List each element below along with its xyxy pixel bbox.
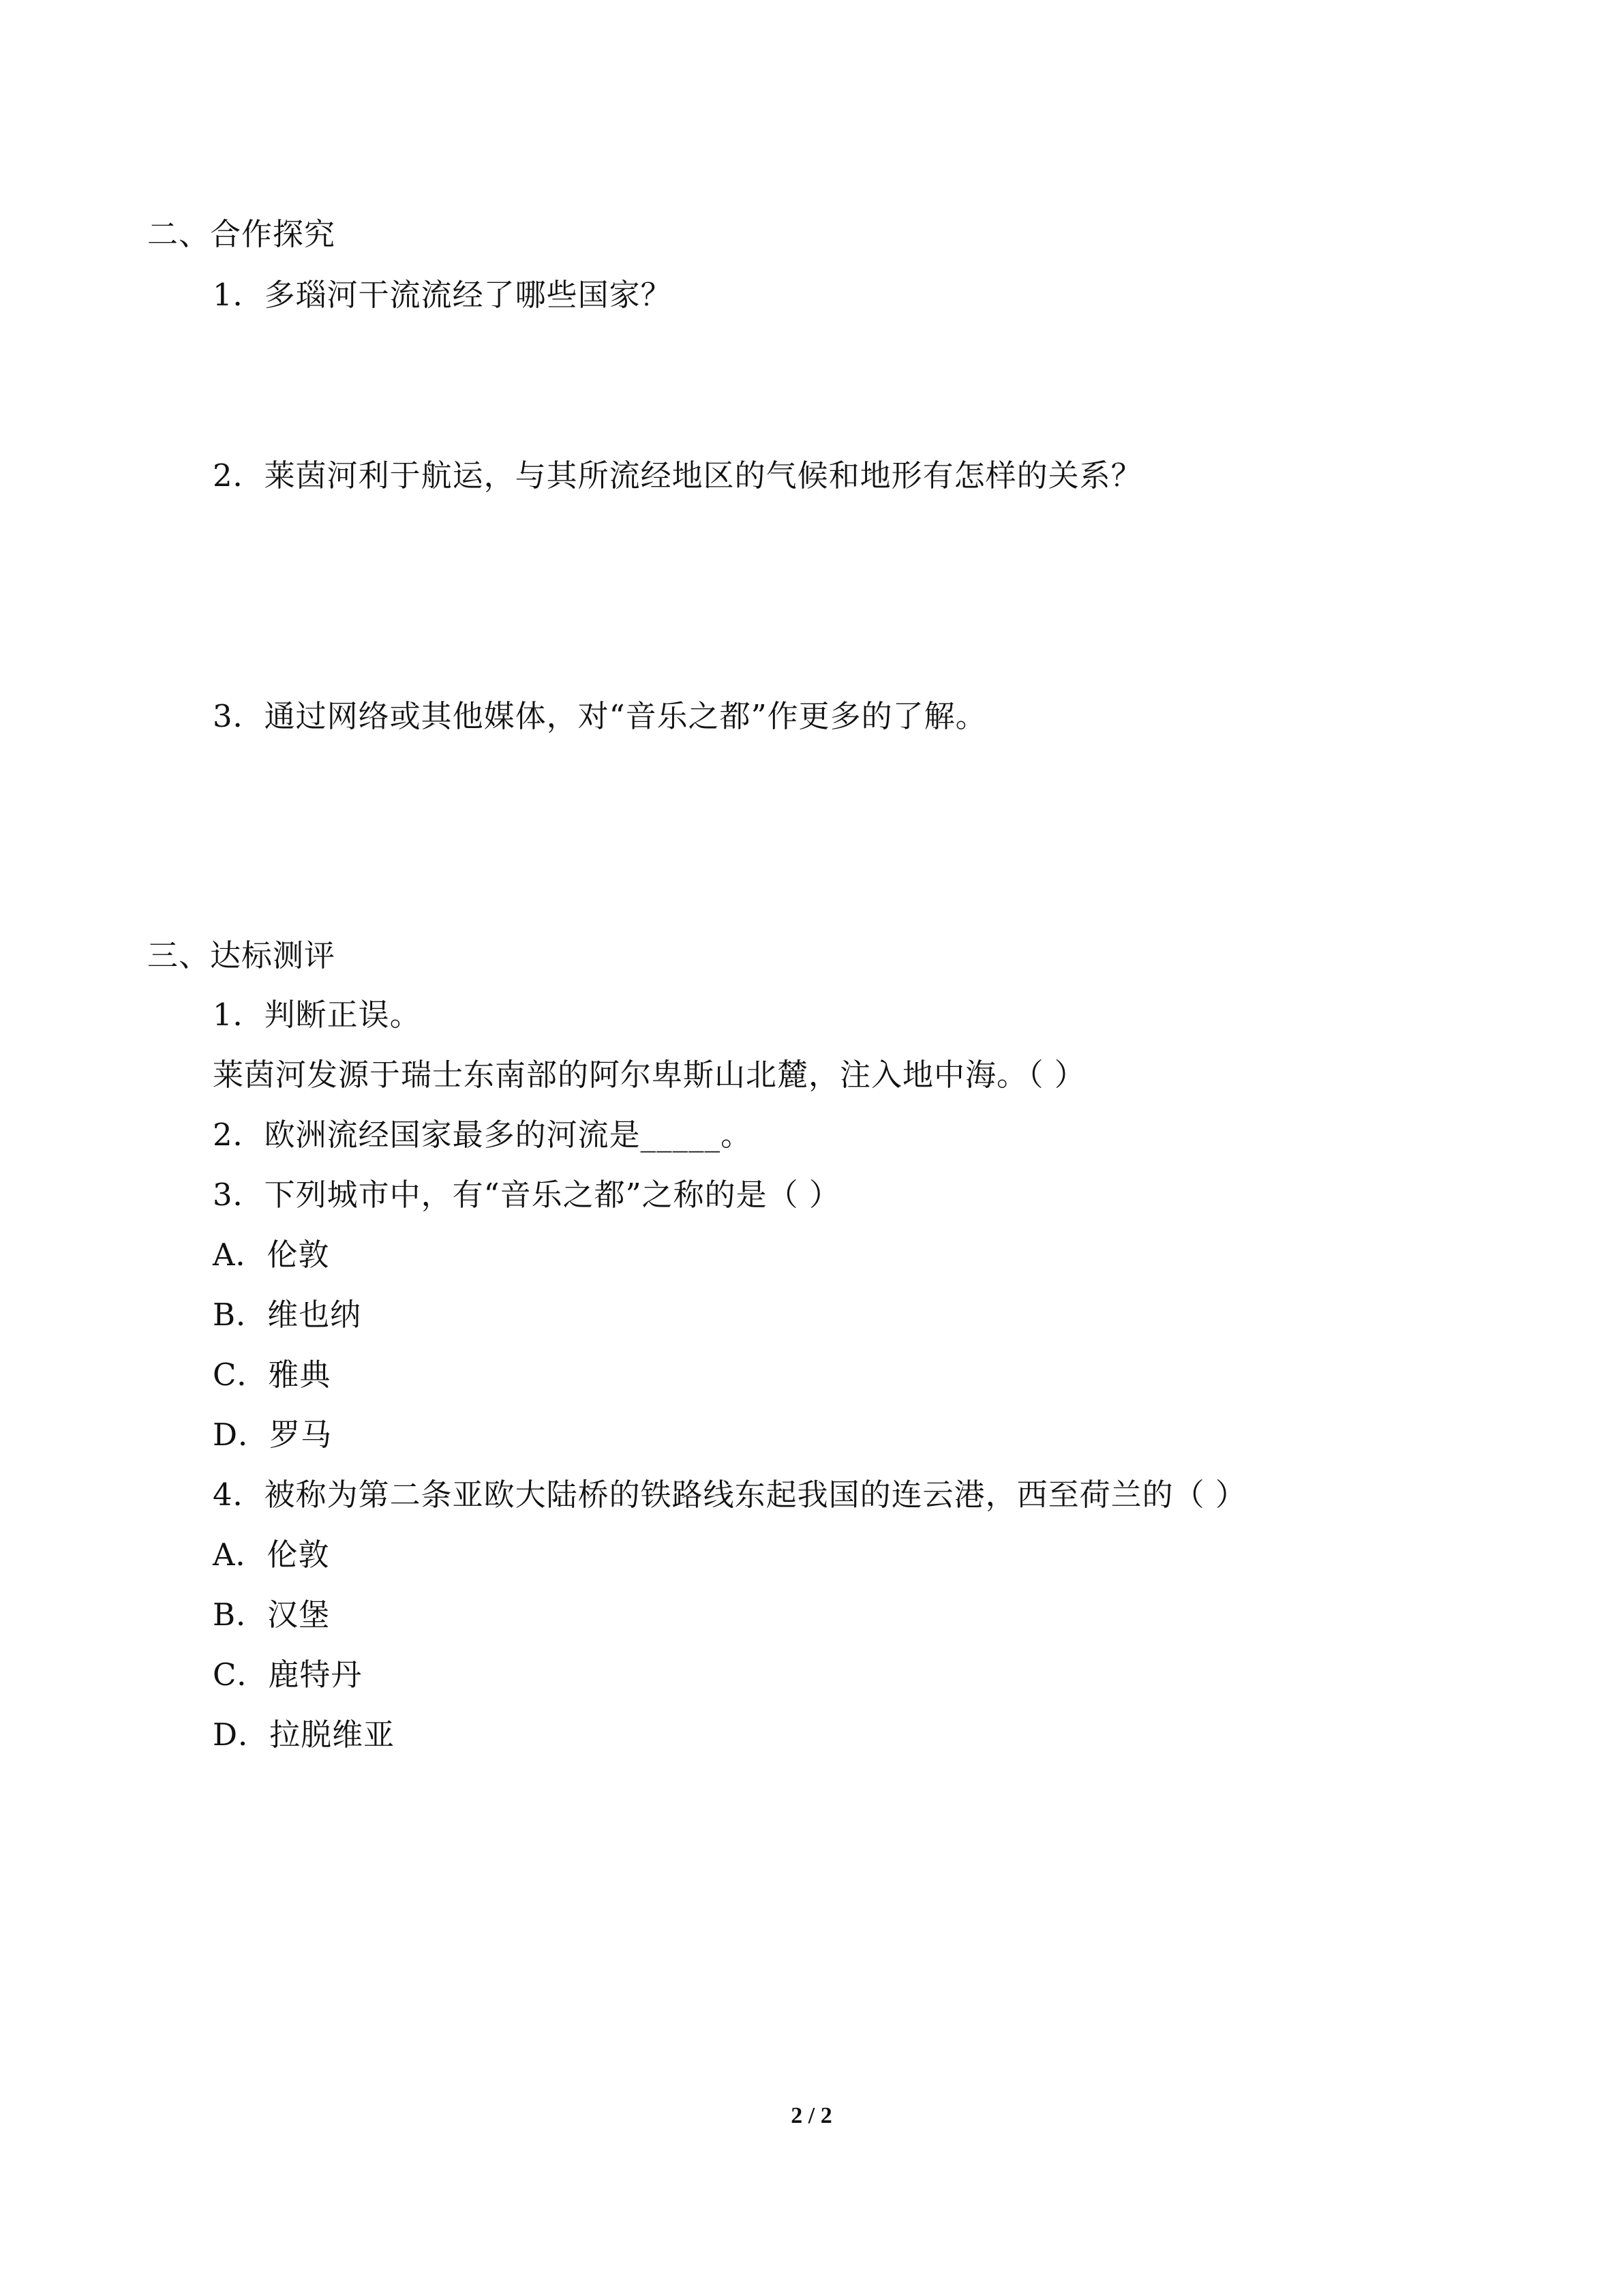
option-q4-d: D．拉脱维亚 xyxy=(213,1717,395,1753)
option-q3-d: D．罗马 xyxy=(213,1417,333,1453)
page-number: 2 / 2 xyxy=(791,2103,832,2128)
question-eurasian-land-bridge: 4．被称为第二条亚欧大陆桥的铁路线东起我国的连云港，西至荷兰的（ ） xyxy=(213,1477,1247,1513)
question-rhine-navigation: 2．莱茵河利于航运，与其所流经地区的气候和地形有怎样的关系？ xyxy=(213,457,1142,494)
option-q4-a: A．伦敦 xyxy=(213,1537,330,1573)
option-q4-b: B．汉堡 xyxy=(213,1597,331,1633)
section-heading-cooperative-inquiry: 二、合作探究 xyxy=(147,216,336,252)
question-true-false-statement: 莱茵河发源于瑞士东南部的阿尔卑斯山北麓，注入地中海。（ ） xyxy=(213,1057,1086,1093)
question-music-capital: 3．通过网络或其他媒体，对“音乐之都”作更多的了解。 xyxy=(213,698,987,734)
option-q3-c: C．雅典 xyxy=(213,1357,331,1393)
option-q4-c: C．鹿特丹 xyxy=(213,1657,363,1693)
option-q3-b: B．维也纳 xyxy=(213,1297,362,1333)
section-heading-assessment: 三、达标测评 xyxy=(147,937,336,973)
question-fill-blank-river: 2．欧洲流经国家最多的河流是_____。 xyxy=(213,1117,753,1153)
option-q3-a: A．伦敦 xyxy=(213,1237,330,1273)
question-music-capital-choice: 3．下列城市中，有“音乐之都”之称的是（ ） xyxy=(213,1177,840,1213)
question-danube-countries: 1．多瑙河干流流经了哪些国家？ xyxy=(213,277,672,313)
question-true-false-label: 1．判断正误。 xyxy=(213,997,421,1033)
